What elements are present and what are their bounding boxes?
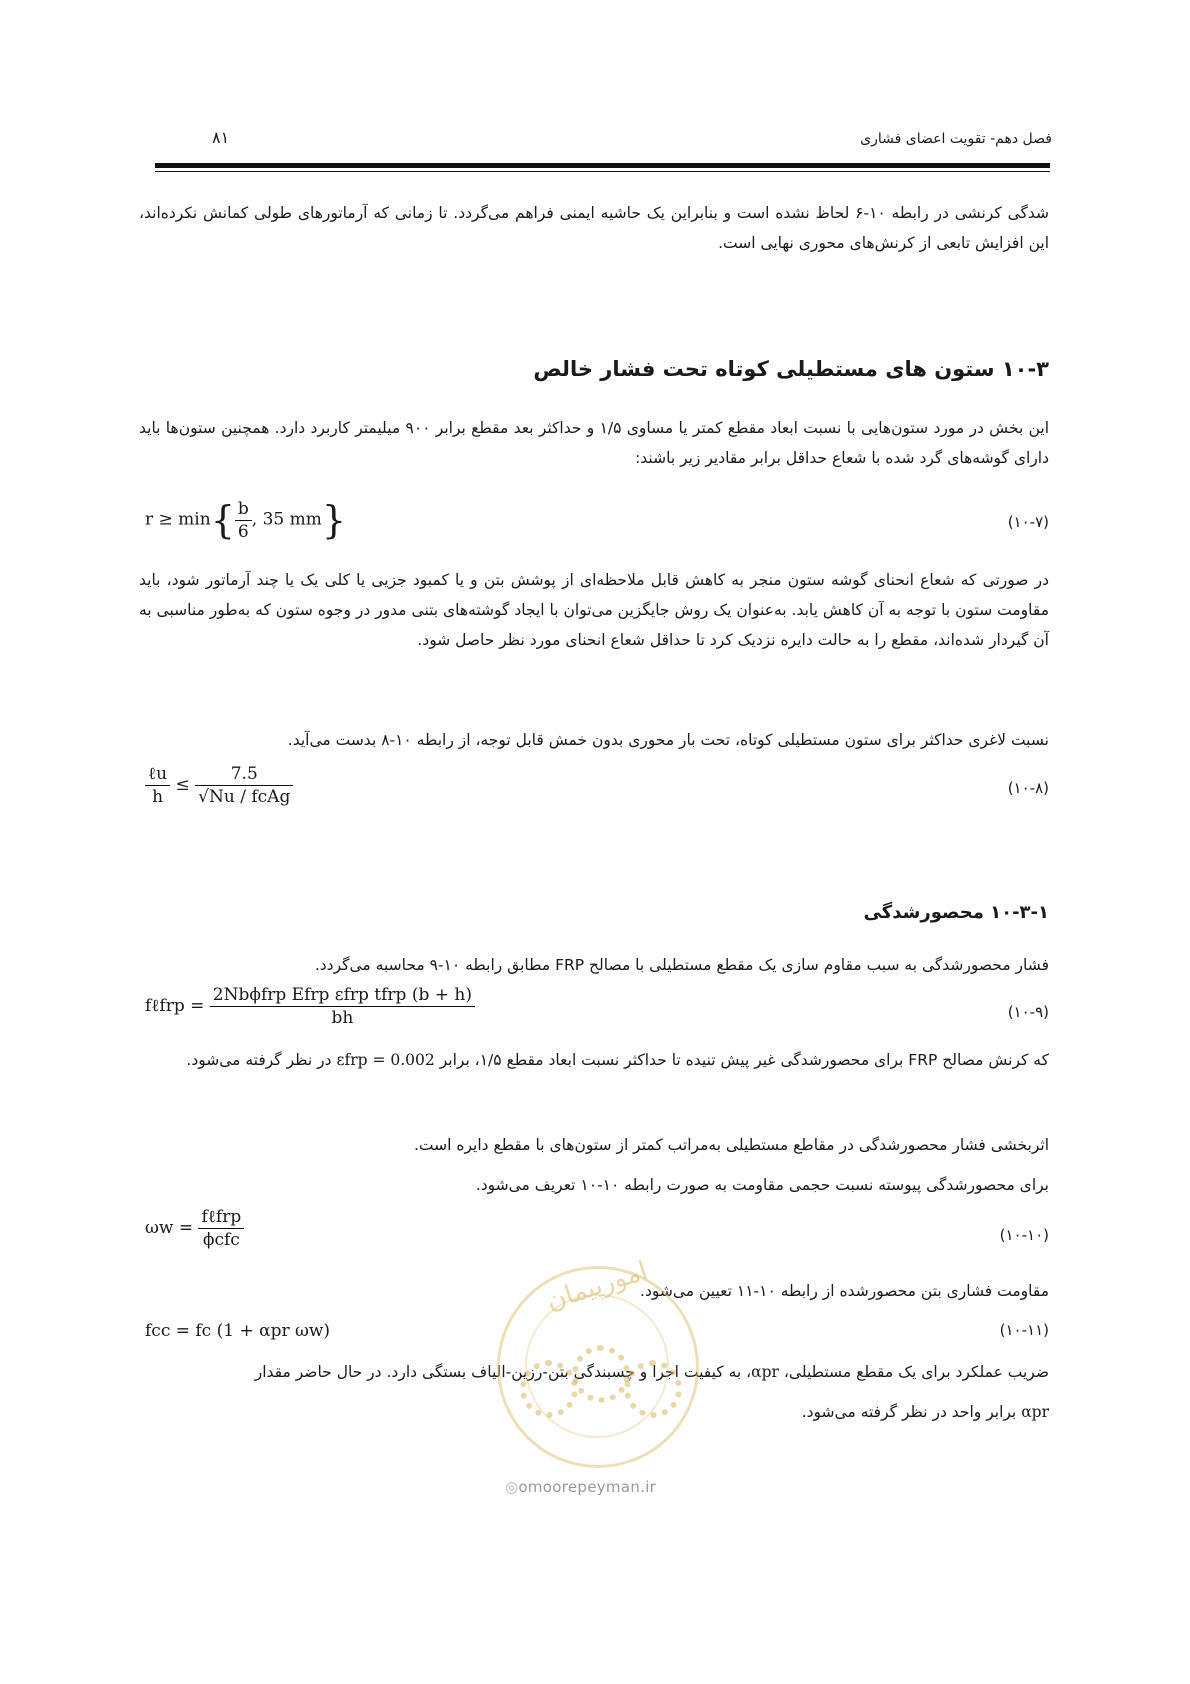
watermark-logo-text: امورپیمان	[542, 1255, 652, 1317]
paragraph-scope: این بخش در مورد ستون‌هایی با نسبت ابعاد مقطع کمتر یا مساوی ۱/۵ و حداکثر بعد مقطع برابر ۹۰۰ میلیمتر کاربرد دارد. همچنین ستون‌ها باید دارای گوشه‌های گرد شده با شعاع حداقل برابر مقادیر زیر باشند:	[139, 419, 1049, 467]
paragraph-slenderness: نسبت لاغری حداکثر برای ستون مستطیلی کوتاه، تحت بار محوری بدون خمش قابل توجه، از رابطه ۱۰-۸ بدست می‌آید.	[287, 731, 1049, 749]
equation-number-10-9: (۱۰-۹)	[1007, 1003, 1049, 1021]
paragraph-unit-value: αpr برابر واحد در نظر گرفته می‌شود.	[801, 1403, 1049, 1421]
equation-number-10-11: (۱۰-۱۱)	[999, 1321, 1049, 1339]
watermark-logo-icon: ◎	[505, 1478, 519, 1496]
header-rule-thin	[155, 171, 1050, 172]
chapter-title: فصل دهم- تقویت اعضای فشاری	[860, 131, 1052, 147]
paragraph-intro: شدگی کرنشی در رابطه ۱۰-۶ لحاظ نشده است و بنابراین یک حاشیه ایمنی فراهم می‌گردد. تا زمانی که آرماتورهای طولی کمانش نکرده‌اند، این افزایش تابعی از کرنش‌های محوری نهایی است.	[139, 204, 1049, 252]
equation-10-8: $\frac{\text{ℓu}}{h}$ ≤ $\frac{7.5}{\text{√Nu / fcAg}}$	[145, 764, 293, 807]
watermark-gear-icon	[624, 1360, 682, 1418]
equation-number-10-7: (۱۰-۷)	[1007, 513, 1049, 531]
equation-10-7: r ≥ min{ $\frac{b}{6}$ , 35 mm}	[145, 498, 347, 542]
paragraph-confined-strength: مقاومت فشاری بتن محصورشده از رابطه ۱۰-۱۱ تعیین می‌شود.	[640, 1282, 1049, 1300]
equation-number-10-8: (۱۰-۸)	[1007, 779, 1049, 797]
paragraph-frp-strain: که کرنش مصالح FRP برای محصورشدگی غیر پیش تنیده تا حداکثر نسبت ابعاد مقطع ۱/۵، برابر εfrp = 0.002 در نظر گرفته می‌شود.	[186, 1051, 1049, 1069]
paragraph-corner-radius: در صورتی که شعاع انحنای گوشه ستون منجر به کاهش قابل ملاحظه‌ای از پوشش بتن و یا کمبود جزیی یا کلی یک یا چند آرماتور شود، باید مقاومت ستون با توجه به آن کاهش یابد. به‌عنوان یک روش جایگزین می‌توان با ایجاد گوشته‌های بتنی مدور در وجوه ستون که به‌طور مناسبی به آن گیردار شده‌اند، مقطع را به حالت دایره نزدیک کرد تا حداقل شعاع انحنای مورد نظر حاصل شود.	[139, 571, 1049, 649]
header-rule-thick	[155, 163, 1050, 168]
paragraph-confinement-pressure: فشار محصورشدگی به سبب مقاوم سازی یک مقطع مستطیلی با مصالح FRP مطابق رابطه ۱۰-۹ محاسبه می‌گردد.	[314, 956, 1049, 974]
watermark-gear-icon	[520, 1360, 578, 1418]
equation-10-11: fcc = fc (1 + αpr ωw)	[145, 1321, 331, 1341]
paragraph-performance-factor: ضریب عملکرد برای یک مقطع مستطیلی، αpr، به کیفیت اجرا و چسبندگی بتن-رزین-الیاف بستگی دارد. در حال حاضر مقدار	[254, 1363, 1049, 1381]
equation-10-10: ωw = $\frac{\text{fℓfrp}}{\text{ϕcfc}}$	[145, 1207, 244, 1250]
subsection-heading: ۱۰-۳-۱ محصورشدگی	[863, 902, 1049, 923]
watermark-url: ◎omoorepeyman.ir	[505, 1478, 657, 1496]
section-heading: ۱۰-۳ ستون های مستطیلی کوتاه تحت فشار خالص	[533, 357, 1049, 381]
equation-10-9: fℓfrp = $\frac{\text{2Nbϕfrp Efrp εfrp tfrp (b + h)}}{bh}$	[145, 985, 475, 1028]
equation-number-10-10: (۱۰-۱۰)	[999, 1226, 1049, 1244]
page-number: ۸۱	[212, 128, 230, 147]
paragraph-volumetric-ratio: برای محصورشدگی پیوسته نسبت حجمی مقاومت به صورت رابطه ۱۰-۱۰ تعریف می‌شود.	[475, 1176, 1049, 1194]
watermark-gear-icon	[572, 1345, 630, 1403]
paragraph-effectiveness: اثربخشی فشار محصورشدگی در مقاطع مستطیلی به‌مراتب کمتر از ستون‌های با مقطع دایره است.	[413, 1136, 1049, 1154]
